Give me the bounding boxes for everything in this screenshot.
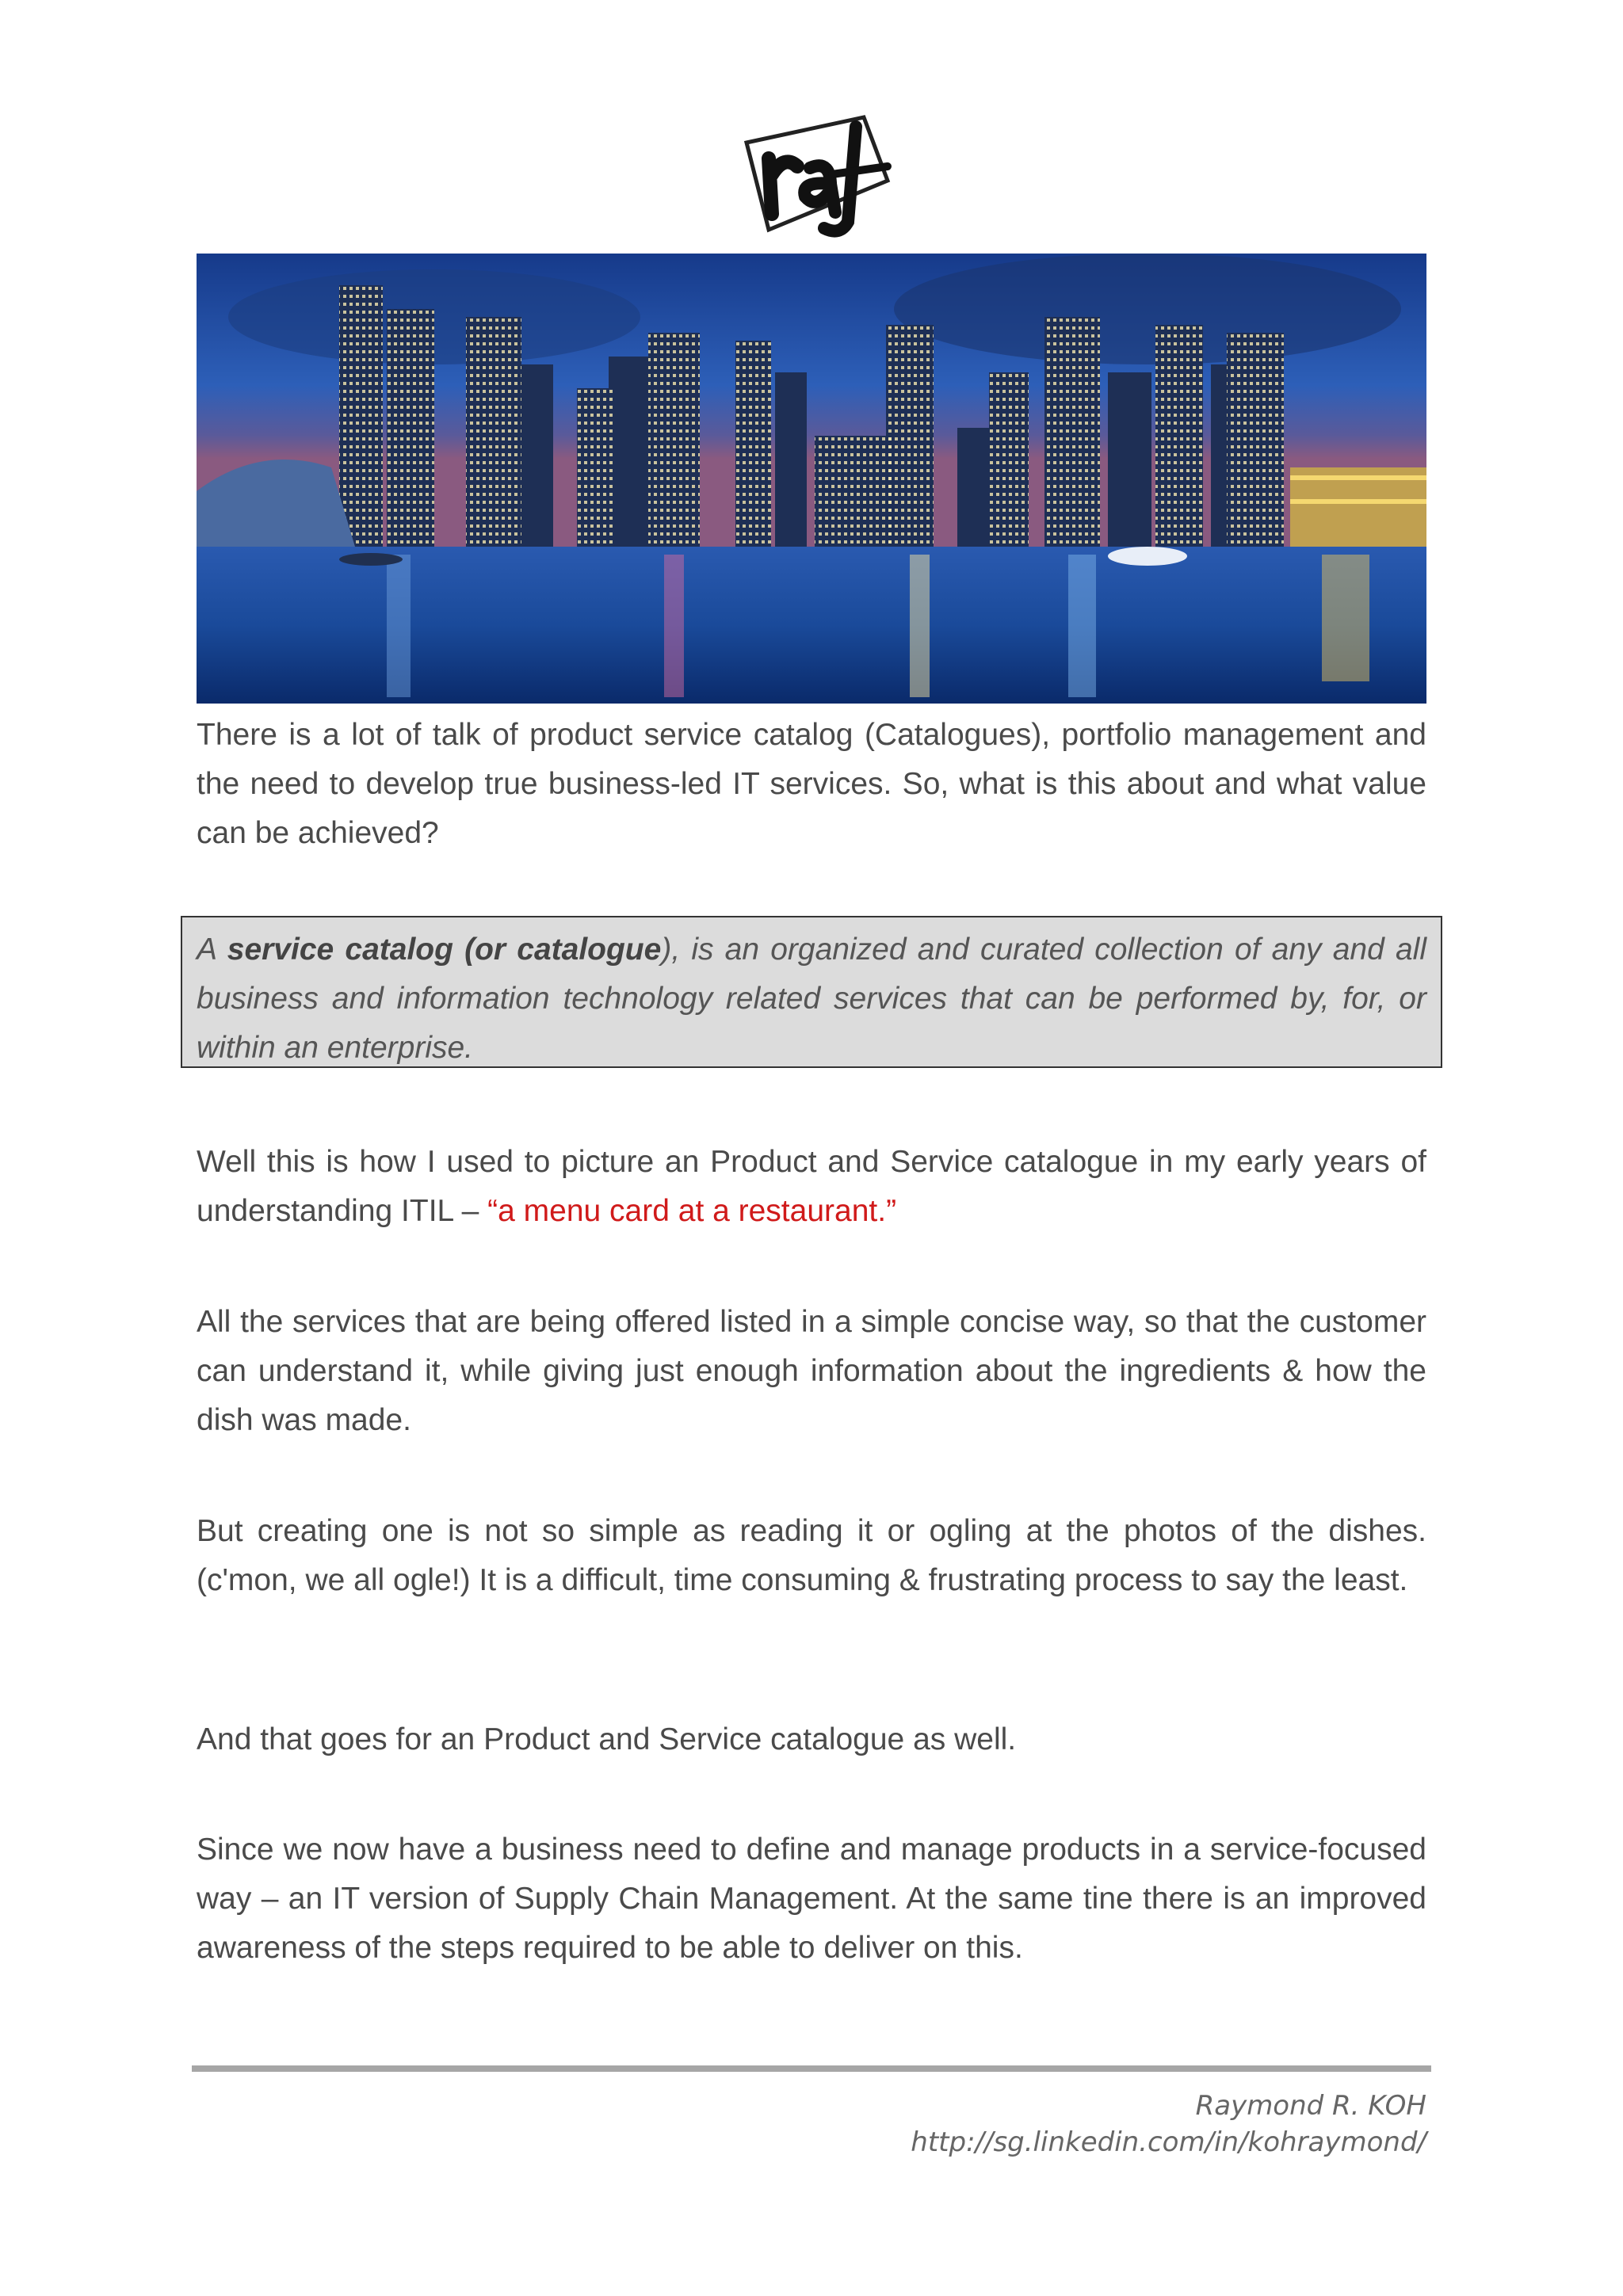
footer-author: Raymond R. KOH (1195, 2090, 1426, 2122)
goes-paragraph: And that goes for an Product and Service catalogue as well. (197, 1722, 1017, 1756)
city-skyline-banner (197, 254, 1426, 704)
raj-logo (737, 111, 896, 238)
definition-text (197, 925, 1426, 1073)
definition-rest: ), is an organized and curated collection of any and all business and information technology related services that can be performed by, for, or within an enterprise. (197, 933, 1427, 1065)
services-paragraph: All the services that are being offered listed in a simple concise way, so that the customer can understand it, while giving just enough information about the ingredients & how the dish was made. (197, 1305, 1426, 1437)
definition-prefix: A (197, 933, 227, 967)
definition-term: service catalog (or catalogue (227, 933, 662, 967)
footer-url[interactable]: http://sg.linkedin.com/in/kohraymond/ (911, 2126, 1426, 2158)
menu-paragraph-text: Well this is how I used to picture an Product and Service catalogue in my early years of understanding ITIL – (197, 1145, 1426, 1228)
menu-paragraph (197, 1138, 1426, 1236)
intro-paragraph: There is a lot of talk of product service catalog (Catalogues), portfolio management and the need to develop true business-led IT services. So, what is this about and what value can be achieved? (197, 718, 1426, 850)
creating-paragraph: But creating one is not so simple as reading it or ogling at the photos of the dishes.(c'mon, we all ogle!) It is a difficult, time consuming & frustrating process to say the least. (197, 1514, 1426, 1597)
menu-quote: “a menu card at a restaurant.” (487, 1194, 897, 1228)
footer-divider (192, 2065, 1431, 2072)
since-paragraph: Since we now have a business need to define and manage products in a service-focused way – an IT version of Supply Chain Management. At the same tine there is an improved awareness of the steps required to be able to deliver on this. (197, 1833, 1426, 1965)
